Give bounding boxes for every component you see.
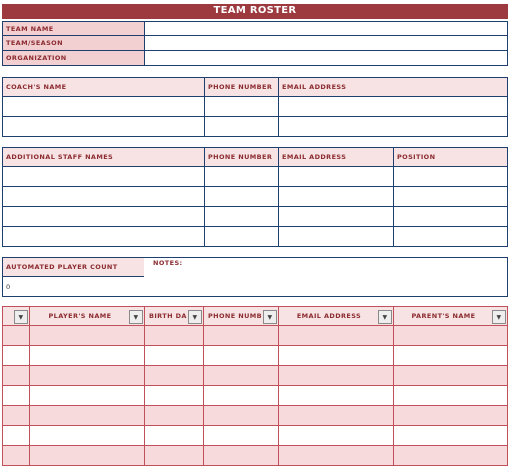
player-row-4-birth-date[interactable] <box>144 385 204 406</box>
player-row-1-parents-name[interactable] <box>393 325 508 346</box>
player-header-parents-name-label: PARENT'S NAME <box>411 312 476 320</box>
coach-email-header: EMAIL ADDRESS <box>278 77 508 97</box>
notes-label: NOTES: <box>153 259 183 267</box>
organization-field[interactable] <box>144 50 508 66</box>
player-row-3-player-name[interactable] <box>29 365 145 386</box>
player-row-2-parents-name[interactable] <box>393 345 508 366</box>
player-row-4-phone-number[interactable] <box>203 385 279 406</box>
player-row-6-phone-number[interactable] <box>203 425 279 446</box>
player-row-1-phone-number[interactable] <box>203 325 279 346</box>
player-header-birth-date-label: BIRTH DA <box>149 312 187 320</box>
player-row-7-phone-number[interactable] <box>203 445 279 466</box>
staff-position-header: POSITION <box>393 147 508 167</box>
coach-phone-header: PHONE NUMBER <box>204 77 279 97</box>
filter-dropdown-parents-name[interactable] <box>492 310 506 324</box>
player-row-6-index[interactable] <box>2 425 30 446</box>
coach-row-1-email[interactable] <box>278 96 508 117</box>
player-row-3-parents-name[interactable] <box>393 365 508 386</box>
player-row-4-player-name[interactable] <box>29 385 145 406</box>
player-row-6-birth-date[interactable] <box>144 425 204 446</box>
player-row-5-index[interactable] <box>2 405 30 426</box>
player-header-email-address <box>278 306 394 326</box>
staff-name-header: ADDITIONAL STAFF NAMES <box>2 147 205 167</box>
staff-row-2-email[interactable] <box>278 186 394 207</box>
player-row-2-player-name[interactable] <box>29 345 145 366</box>
player-row-3-birth-date[interactable] <box>144 365 204 386</box>
player-row-5-birth-date[interactable] <box>144 405 204 426</box>
player-header-birth-date <box>144 306 204 326</box>
staff-phone-header: PHONE NUMBER <box>204 147 279 167</box>
coach-name-header: COACH'S NAME <box>2 77 205 97</box>
staff-row-3-name[interactable] <box>2 206 205 227</box>
player-count-value: 0 <box>2 276 145 297</box>
player-row-4-index[interactable] <box>2 385 30 406</box>
player-row-4-email-address[interactable] <box>278 385 394 406</box>
filter-dropdown-phone-number[interactable] <box>263 310 277 324</box>
player-header-player-name <box>29 306 145 326</box>
chevron-down-icon: ▼ <box>192 313 198 321</box>
staff-row-4-phone[interactable] <box>204 226 279 247</box>
player-row-3-email-address[interactable] <box>278 365 394 386</box>
player-row-2-birth-date[interactable] <box>144 345 204 366</box>
filter-dropdown-index[interactable] <box>14 310 28 324</box>
staff-row-3-phone[interactable] <box>204 206 279 227</box>
player-header-parents-name <box>393 306 508 326</box>
team-season-field[interactable] <box>144 35 508 51</box>
coach-row-2-name[interactable] <box>2 116 205 137</box>
player-row-5-phone-number[interactable] <box>203 405 279 426</box>
player-row-5-email-address[interactable] <box>278 405 394 426</box>
staff-row-1-email[interactable] <box>278 166 394 187</box>
staff-row-4-position[interactable] <box>393 226 508 247</box>
player-header-phone-number-label: PHONE NUMB <box>208 312 263 320</box>
player-row-7-parents-name[interactable] <box>393 445 508 466</box>
player-row-2-phone-number[interactable] <box>203 345 279 366</box>
player-row-5-player-name[interactable] <box>29 405 145 426</box>
player-row-6-player-name[interactable] <box>29 425 145 446</box>
staff-row-2-position[interactable] <box>393 186 508 207</box>
player-row-2-index[interactable] <box>2 345 30 366</box>
player-row-2-email-address[interactable] <box>278 345 394 366</box>
player-row-7-email-address[interactable] <box>278 445 394 466</box>
coach-row-1-name[interactable] <box>2 96 205 117</box>
player-row-3-phone-number[interactable] <box>203 365 279 386</box>
player-row-4-parents-name[interactable] <box>393 385 508 406</box>
filter-dropdown-player-name[interactable] <box>129 310 143 324</box>
player-header-index <box>2 306 30 326</box>
chevron-down-icon: ▼ <box>496 313 502 321</box>
coach-row-2-email[interactable] <box>278 116 508 137</box>
staff-row-2-name[interactable] <box>2 186 205 207</box>
page-title: TEAM ROSTER <box>2 4 508 19</box>
coach-row-2-phone[interactable] <box>204 116 279 137</box>
filter-dropdown-birth-date[interactable] <box>188 310 202 324</box>
player-header-email-address-label: EMAIL ADDRESS <box>296 312 362 320</box>
player-row-6-parents-name[interactable] <box>393 425 508 446</box>
staff-row-4-name[interactable] <box>2 226 205 247</box>
chevron-down-icon: ▼ <box>267 313 273 321</box>
player-row-3-index[interactable] <box>2 365 30 386</box>
staff-row-1-phone[interactable] <box>204 166 279 187</box>
staff-email-header: EMAIL ADDRESS <box>278 147 394 167</box>
player-header-phone-number <box>203 306 279 326</box>
staff-row-3-position[interactable] <box>393 206 508 227</box>
chevron-down-icon: ▼ <box>18 313 24 321</box>
coach-row-1-phone[interactable] <box>204 96 279 117</box>
staff-row-2-phone[interactable] <box>204 186 279 207</box>
team-name-field[interactable] <box>144 21 508 36</box>
chevron-down-icon: ▼ <box>382 313 388 321</box>
player-row-7-birth-date[interactable] <box>144 445 204 466</box>
player-row-1-index[interactable] <box>2 325 30 346</box>
player-row-1-birth-date[interactable] <box>144 325 204 346</box>
staff-row-3-email[interactable] <box>278 206 394 227</box>
player-row-7-player-name[interactable] <box>29 445 145 466</box>
team-name-label: TEAM NAME <box>2 21 145 36</box>
player-row-5-parents-name[interactable] <box>393 405 508 426</box>
player-count-label: AUTOMATED PLAYER COUNT <box>2 257 145 277</box>
staff-row-1-position[interactable] <box>393 166 508 187</box>
player-row-1-email-address[interactable] <box>278 325 394 346</box>
player-row-6-email-address[interactable] <box>278 425 394 446</box>
player-row-7-index[interactable] <box>2 445 30 466</box>
team-season-label: TEAM/SEASON <box>2 35 145 51</box>
player-row-1-player-name[interactable] <box>29 325 145 346</box>
staff-row-1-name[interactable] <box>2 166 205 187</box>
organization-label: ORGANIZATION <box>2 50 145 66</box>
chevron-down-icon: ▼ <box>133 313 139 321</box>
notes-field[interactable] <box>144 257 508 297</box>
player-header-player-name-label: PLAYER'S NAME <box>48 312 112 320</box>
staff-row-4-email[interactable] <box>278 226 394 247</box>
filter-dropdown-email-address[interactable] <box>378 310 392 324</box>
